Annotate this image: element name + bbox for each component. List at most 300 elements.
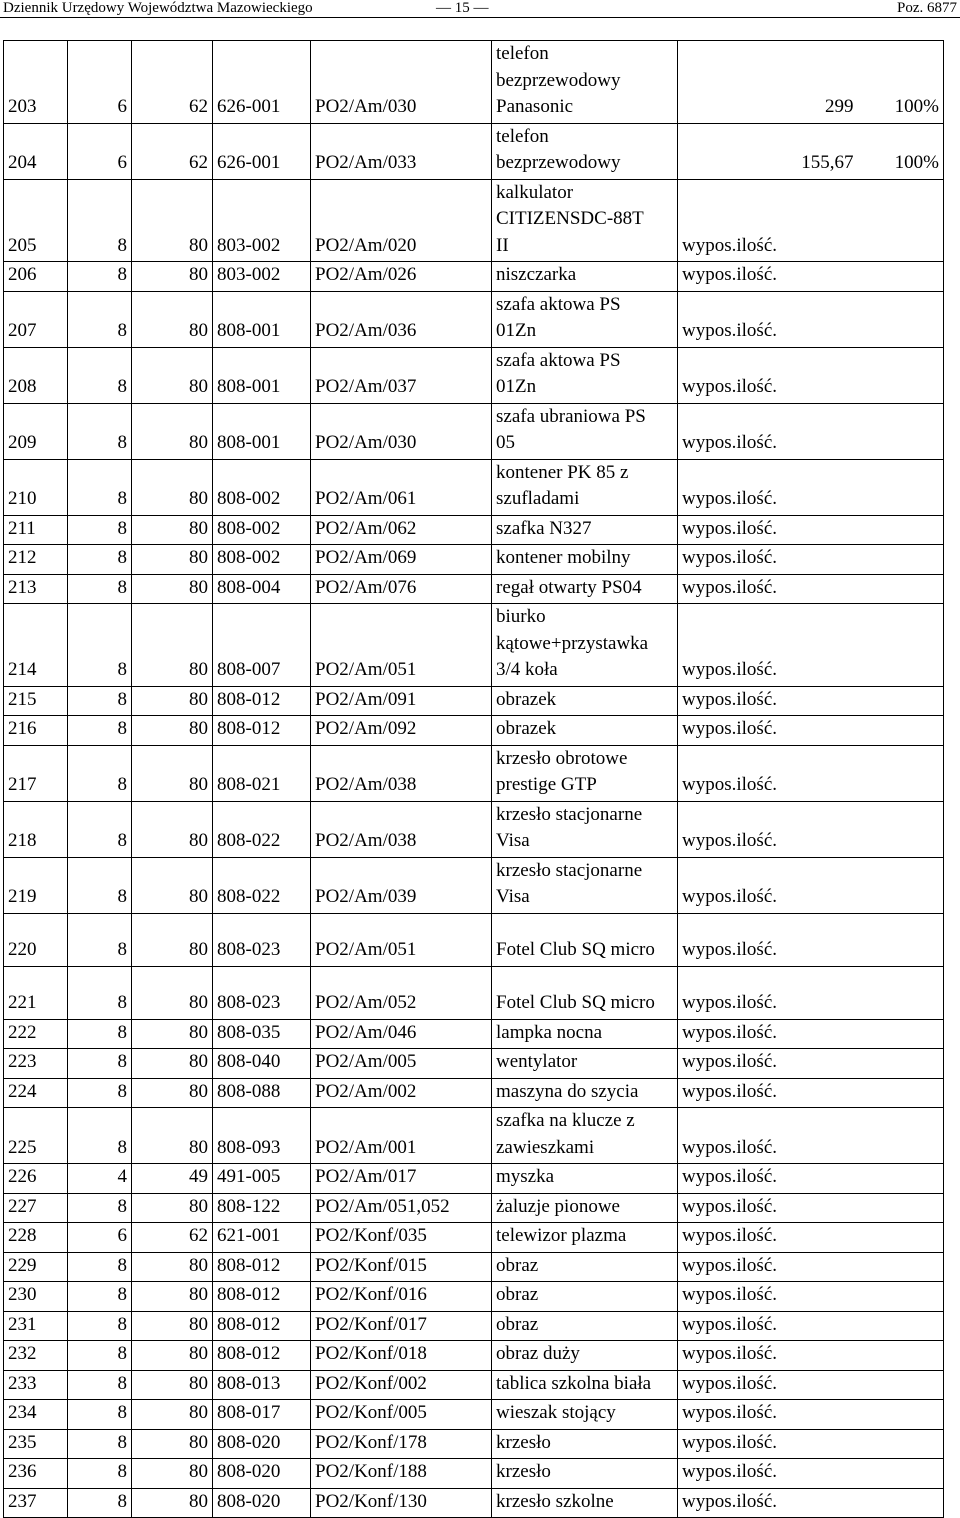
quantity-note: wypos.ilość. [682,1313,777,1335]
inventory-number: PO2/Konf/130 [311,1488,492,1518]
value-cell [678,515,944,545]
item-name: obraz [492,1252,678,1282]
item-number: 231 [4,1311,68,1341]
group-code: 8 [68,1341,132,1371]
subgroup-code: 80 [132,291,213,347]
value-cell [678,574,944,604]
group-code: 8 [68,1400,132,1430]
item-name: obraz [492,1311,678,1341]
subgroup-code: 80 [132,1049,213,1079]
inventory-number: PO2/Am/001 [311,1108,492,1164]
kst-code: 808-022 [213,857,311,913]
table-row [4,1164,944,1194]
item-number: 209 [4,403,68,459]
inventory-rows [4,41,944,1518]
value-cell [678,1400,944,1430]
item-name: myszka [492,1164,678,1194]
page-number: — 15 — [436,0,489,16]
value-cell [678,1164,944,1194]
value-cell [678,1370,944,1400]
kst-code: 808-020 [213,1459,311,1489]
table-row [4,179,944,262]
item-name: wieszak stojący [492,1400,678,1430]
quantity-note: wypos.ilość. [682,1461,777,1482]
kst-code: 626-001 [213,41,311,124]
item-number: 216 [4,716,68,746]
kst-code: 808-020 [213,1429,311,1459]
group-code: 8 [68,966,132,1019]
inventory-number: PO2/Konf/018 [311,1341,492,1371]
item-number: 222 [4,1019,68,1049]
inventory-number: PO2/Am/051 [311,604,492,687]
subgroup-code: 80 [132,1311,213,1341]
value-cell [678,1459,944,1489]
quantity-note: wypos.ilość. [682,432,777,453]
inventory-number: PO2/Am/062 [311,515,492,545]
subgroup-code: 80 [132,1459,213,1489]
subgroup-code: 80 [132,262,213,292]
kst-code: 808-012 [213,686,311,716]
group-code: 6 [68,1223,132,1253]
kst-code: 803-002 [213,262,311,292]
kst-code: 808-022 [213,801,311,857]
item-number: 206 [4,262,68,292]
kst-code: 803-002 [213,179,311,262]
inventory-number: PO2/Konf/188 [311,1459,492,1489]
subgroup-code: 80 [132,545,213,575]
item-name: obraz duży [492,1341,678,1371]
item-name: kalkulator CITIZENSDC-88T II [492,179,678,262]
inventory-number: PO2/Am/026 [311,262,492,292]
kst-code: 808-013 [213,1370,311,1400]
group-code: 8 [68,1429,132,1459]
inventory-number: PO2/Am/030 [311,403,492,459]
item-name: żaluzje pionowe [492,1193,678,1223]
table-row [4,604,944,687]
table-row [4,347,944,403]
item-number: 234 [4,1400,68,1430]
group-code: 8 [68,403,132,459]
quantity-note: wypos.ilość. [682,1284,777,1305]
item-number: 208 [4,347,68,403]
value-cell [678,459,944,515]
quantity-note: wypos.ilość. [682,1225,777,1246]
table-row [4,1223,944,1253]
quantity-note: wypos.ilość. [682,1431,777,1453]
group-code: 8 [68,1459,132,1489]
value-cell [678,262,944,292]
table-row [4,745,944,801]
item-name: krzesło stacjonarne Visa [492,857,678,913]
item-name: kontener mobilny [492,545,678,575]
value-cell [678,123,944,179]
group-code: 8 [68,716,132,746]
table-row [4,1400,944,1430]
item-number: 230 [4,1282,68,1312]
table-row [4,515,944,545]
item-name: krzesło [492,1459,678,1489]
item-number: 218 [4,801,68,857]
table-row [4,1429,944,1459]
item-number: 223 [4,1049,68,1079]
value-cell [678,1282,944,1312]
subgroup-code: 62 [132,123,213,179]
kst-code: 808-020 [213,1488,311,1518]
quantity-note: wypos.ilość. [682,320,777,341]
table-row [4,545,944,575]
group-code: 8 [68,1252,132,1282]
subgroup-code: 80 [132,857,213,913]
quantity-note: wypos.ilość. [682,1343,777,1364]
kst-code: 808-093 [213,1108,311,1164]
group-code: 8 [68,1078,132,1108]
item-name: szafa aktowa PS 01Zn [492,347,678,403]
group-code: 8 [68,1049,132,1079]
table-row [4,1252,944,1282]
value-cell [678,1252,944,1282]
table-row [4,686,944,716]
subgroup-code: 80 [132,1488,213,1518]
quantity-note: wypos.ilość. [682,264,777,285]
kst-code: 808-122 [213,1193,311,1223]
group-code: 8 [68,515,132,545]
kst-code: 808-002 [213,545,311,575]
table-row [4,913,944,966]
inventory-number: PO2/Am/091 [311,686,492,716]
value-cell [678,857,944,913]
item-name: tablica szkolna biała [492,1370,678,1400]
subgroup-code: 62 [132,41,213,124]
quantity-note: wypos.ilość. [682,517,777,539]
item-name: krzesło obrotowe prestige GTP [492,745,678,801]
group-code: 8 [68,347,132,403]
group-code: 8 [68,262,132,292]
group-code: 8 [68,1193,132,1223]
item-number: 211 [4,515,68,545]
group-code: 8 [68,291,132,347]
inventory-number: PO2/Am/092 [311,716,492,746]
percent: 100% [894,152,939,173]
item-number: 237 [4,1488,68,1518]
journal-title: Dziennik Urzędowy Województwa Mazowieckiego [3,0,313,16]
table-row [4,574,944,604]
group-code: 6 [68,41,132,124]
quantity-note: wypos.ilość. [682,774,777,795]
value-cell [678,1049,944,1079]
group-code: 8 [68,574,132,604]
value-cell [678,179,944,262]
table-row [4,291,944,347]
quantity-note: wypos.ilość. [682,992,777,1013]
quantity-note: wypos.ilość. [682,1195,777,1217]
item-name: maszyna do szycia [492,1078,678,1108]
group-code: 8 [68,1311,132,1341]
subgroup-code: 80 [132,913,213,966]
inventory-number: PO2/Am/051 [311,913,492,966]
inventory-number: PO2/Am/052 [311,966,492,1019]
value-cell [678,1078,944,1108]
table-row [4,1019,944,1049]
value-cell [678,686,944,716]
group-code: 6 [68,123,132,179]
subgroup-code: 80 [132,403,213,459]
subgroup-code: 80 [132,1341,213,1371]
subgroup-code: 80 [132,1429,213,1459]
subgroup-code: 80 [132,179,213,262]
item-number: 215 [4,686,68,716]
subgroup-code: 80 [132,716,213,746]
item-number: 233 [4,1370,68,1400]
kst-code: 808-002 [213,459,311,515]
item-name: szafka na klucze z zawieszkami [492,1108,678,1164]
item-number: 229 [4,1252,68,1282]
quantity-note: wypos.ilość. [682,830,777,851]
header-rule [0,17,960,18]
quantity-note: wypos.ilość. [682,939,777,960]
item-name: obrazek [492,716,678,746]
group-code: 8 [68,1488,132,1518]
quantity-note: wypos.ilość. [682,234,777,256]
item-number: 213 [4,574,68,604]
inventory-number: PO2/Am/051,052 [311,1193,492,1223]
value-cell [678,1311,944,1341]
quantity-note: wypos.ilość. [682,886,777,907]
kst-code: 808-001 [213,403,311,459]
item-name: szafa aktowa PS 01Zn [492,291,678,347]
item-number: 219 [4,857,68,913]
inventory-number: PO2/Am/038 [311,745,492,801]
table-row [4,41,944,124]
group-code: 8 [68,686,132,716]
group-code: 8 [68,857,132,913]
table-row [4,966,944,1019]
quantity-note: wypos.ilość. [682,576,777,598]
group-code: 8 [68,459,132,515]
subgroup-code: 80 [132,604,213,687]
inventory-number: PO2/Am/046 [311,1019,492,1049]
value-cell [678,966,944,1019]
kst-code: 808-004 [213,574,311,604]
table-row [4,1078,944,1108]
inventory-number: PO2/Konf/178 [311,1429,492,1459]
amount: 155,67 [801,152,854,173]
item-number: 212 [4,545,68,575]
inventory-number: PO2/Konf/016 [311,1282,492,1312]
item-name: niszczarka [492,262,678,292]
table-row [4,857,944,913]
item-number: 214 [4,604,68,687]
subgroup-code: 80 [132,1108,213,1164]
inventory-number: PO2/Am/038 [311,801,492,857]
item-number: 226 [4,1164,68,1194]
value-cell [678,291,944,347]
inventory-number: PO2/Am/017 [311,1164,492,1194]
inventory-number: PO2/Am/020 [311,179,492,262]
group-code: 8 [68,745,132,801]
subgroup-code: 80 [132,1400,213,1430]
item-number: 220 [4,913,68,966]
quantity-note: wypos.ilość. [682,688,777,710]
item-number: 203 [4,41,68,124]
table-row [4,459,944,515]
kst-code: 808-012 [213,1311,311,1341]
table-row [4,262,944,292]
item-name: szafa ubraniowa PS 05 [492,403,678,459]
position-number: Poz. 6877 [897,0,957,16]
kst-code: 808-012 [213,1252,311,1282]
item-number: 225 [4,1108,68,1164]
subgroup-code: 80 [132,745,213,801]
subgroup-code: 80 [132,1019,213,1049]
subgroup-code: 80 [132,966,213,1019]
group-code: 8 [68,1282,132,1312]
kst-code: 808-012 [213,716,311,746]
item-name: lampka nocna [492,1019,678,1049]
item-number: 227 [4,1193,68,1223]
inventory-number: PO2/Am/030 [311,41,492,124]
table-row [4,1311,944,1341]
kst-code: 491-005 [213,1164,311,1194]
item-name: biurko kątowe+przystawka 3/4 koła [492,604,678,687]
inventory-number: PO2/Konf/005 [311,1400,492,1430]
value-cell [678,1193,944,1223]
group-code: 8 [68,801,132,857]
subgroup-code: 80 [132,686,213,716]
subgroup-code: 80 [132,515,213,545]
item-name: telewizor plazma [492,1223,678,1253]
table-row [4,1341,944,1371]
kst-code: 808-002 [213,515,311,545]
quantity-note: wypos.ilość. [682,1254,777,1276]
item-name: krzesło [492,1429,678,1459]
item-number: 221 [4,966,68,1019]
inventory-number: PO2/Am/002 [311,1078,492,1108]
amount: 299 [825,96,854,117]
item-name: telefon bezprzewodowy [492,123,678,179]
value-cell [678,1223,944,1253]
table-row [4,1459,944,1489]
item-number: 207 [4,291,68,347]
table-row [4,1370,944,1400]
inventory-number: PO2/Konf/017 [311,1311,492,1341]
subgroup-code: 80 [132,459,213,515]
item-number: 232 [4,1341,68,1371]
inventory-number: PO2/Konf/002 [311,1370,492,1400]
subgroup-code: 80 [132,1370,213,1400]
value-cell [678,545,944,575]
quantity-note: wypos.ilość. [682,659,777,680]
item-name: wentylator [492,1049,678,1079]
kst-code: 808-035 [213,1019,311,1049]
table-row [4,123,944,179]
kst-code: 626-001 [213,123,311,179]
kst-code: 808-088 [213,1078,311,1108]
quantity-note: wypos.ilość. [682,1490,777,1512]
value-cell [678,1108,944,1164]
item-name: Fotel Club SQ micro [492,913,678,966]
quantity-note: wypos.ilość. [682,376,777,397]
value-cell [678,801,944,857]
item-number: 236 [4,1459,68,1489]
group-code: 8 [68,604,132,687]
subgroup-code: 80 [132,1078,213,1108]
value-cell [678,1488,944,1518]
kst-code: 808-012 [213,1341,311,1371]
value-cell [678,347,944,403]
item-name: obrazek [492,686,678,716]
item-name: krzesło stacjonarne Visa [492,801,678,857]
inventory-number: PO2/Konf/015 [311,1252,492,1282]
item-number: 217 [4,745,68,801]
group-code: 8 [68,179,132,262]
quantity-note: wypos.ilość. [682,718,777,739]
kst-code: 808-017 [213,1400,311,1430]
item-number: 224 [4,1078,68,1108]
quantity-note: wypos.ilość. [682,1372,777,1394]
value-cell [678,403,944,459]
subgroup-code: 62 [132,1223,213,1253]
value-cell [678,41,944,124]
item-number: 235 [4,1429,68,1459]
table-row [4,1282,944,1312]
value-cell [678,716,944,746]
kst-code: 808-023 [213,913,311,966]
item-name: telefon bezprzewodowy Panasonic [492,41,678,124]
item-number: 228 [4,1223,68,1253]
value-cell [678,1429,944,1459]
quantity-note: wypos.ilość. [682,1051,777,1072]
item-name: szafka N327 [492,515,678,545]
kst-code: 808-040 [213,1049,311,1079]
item-number: 204 [4,123,68,179]
item-name: obraz [492,1282,678,1312]
inventory-number: PO2/Am/005 [311,1049,492,1079]
item-name: krzesło szkolne [492,1488,678,1518]
group-code: 8 [68,545,132,575]
subgroup-code: 80 [132,574,213,604]
item-name: regał otwarty PS04 [492,574,678,604]
table-row [4,403,944,459]
inventory-number: PO2/Am/036 [311,291,492,347]
quantity-note: wypos.ilość. [682,1166,777,1187]
kst-code: 808-012 [213,1282,311,1312]
value-cell [678,604,944,687]
value-cell [678,745,944,801]
value-cell [678,913,944,966]
table-row [4,716,944,746]
kst-code: 808-001 [213,291,311,347]
inventory-number: PO2/Konf/035 [311,1223,492,1253]
inventory-number: PO2/Am/061 [311,459,492,515]
subgroup-code: 80 [132,347,213,403]
subgroup-code: 49 [132,1164,213,1194]
value-cell [678,1341,944,1371]
item-name: Fotel Club SQ micro [492,966,678,1019]
item-number: 205 [4,179,68,262]
page-header [0,0,960,16]
quantity-note: wypos.ilość. [682,1402,777,1423]
group-code: 4 [68,1164,132,1194]
kst-code: 808-021 [213,745,311,801]
quantity-note: wypos.ilość. [682,1136,777,1158]
inventory-number: PO2/Am/033 [311,123,492,179]
table-row [4,1049,944,1079]
kst-code: 621-001 [213,1223,311,1253]
subgroup-code: 80 [132,1252,213,1282]
quantity-note: wypos.ilość. [682,1080,777,1102]
quantity-note: wypos.ilość. [682,1021,777,1043]
percent: 100% [894,96,939,117]
